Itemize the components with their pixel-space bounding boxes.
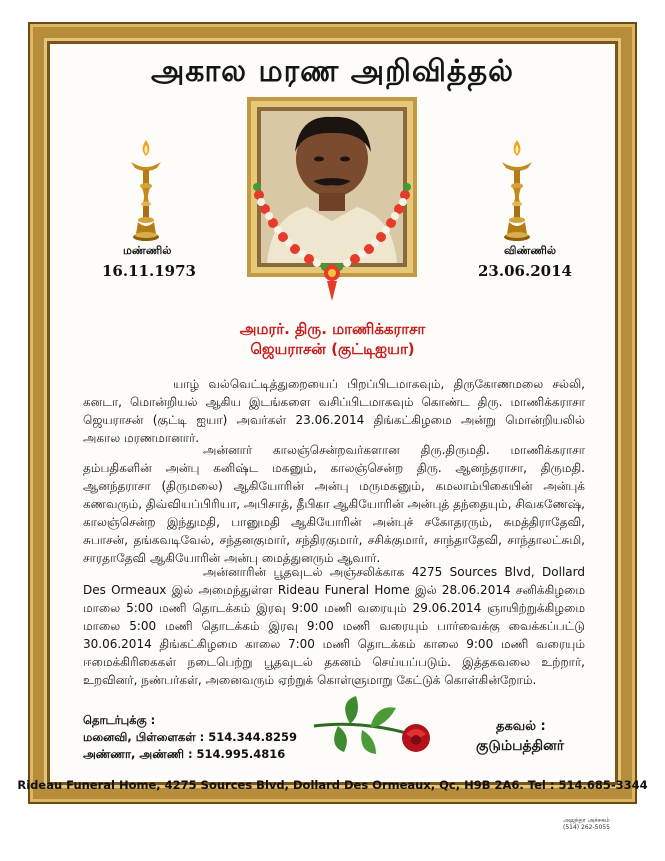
- notice-paragraph-3: அன்னாரின் பூதவுடல் அஞ்சலிக்காக 4275 Sources Blvd, Dollard Des Ormeaux இல் அமைந்துள்ள Rideau Funeral Home இல் 28.06.2014 சனிக்கிழமை மாலை 5:00 மணி தொடக்கம் இரவு 9:00 மணி வரையும் 29.06.2014 ஞாயிற்றுக்கிழமை மாலை 5:00 மணி தொடக்கம் இரவு 9:00 மணி வரையும் பார்வைக்கு வைக்கப்பட்டு 30.06.2014 திங்கட்கிழமை காலை 7:00 மணி தொடக்கம் காலை 9:00 மணி வரையும் ஈமைக்கிரிகைகள் நடைபெற்று பூதவுடல் தகனம் செய்யப்படும். இத்தகவலை உற்றார், உறவினர், நண்பர்கள், அனைவரும் ஏற்றுக் கொள்ளுமாறு கேட்டுக் கொள்கின்றோம்.: [83, 565, 585, 687]
- birth-label: மண்ணில்: [123, 244, 172, 257]
- info-label: தகவல் :: [496, 719, 546, 734]
- printer-name: அஜந்தா அச்சகம்: [563, 817, 610, 824]
- notice-paragraph-1: யாழ் வல்வெட்டித்துறையைப் பிறப்பிடமாகவும், திருகோணமலை சல்லி, கனடா, மொன்றியல் ஆகிய இடங்களை வசிப்பிடமாகவும் கொண்ட திரு. மாணிக்கராசா ஜெயராசன் (குட்டி ஐயா) அவர்கள் 23.06.2014 திங்கட்கிழமை அன்று மொன்றியலில் அகால மரணமானார்.: [83, 377, 585, 445]
- deceased-name-line2: ஜெயராசன் (குட்டிஐயா): [250, 340, 415, 358]
- info-value: குடும்பத்தினர்: [476, 738, 565, 754]
- oil-lamp-icon: [123, 138, 169, 248]
- printer-phone: (514) 262-5055: [563, 824, 610, 831]
- notice-paragraph-2: அன்னார் காலஞ்சென்றவர்களான திரு.திருமதி. மாணிக்கராசா தம்பதிகளின் அன்பு கனிஷ்ட மகனும், காலஞ்சென்ற திரு. ஆனந்தராசா, திருமதி. ஆனந்தராசா (திருமலை) ஆகியோரின் அன்பு மருமகனும், கமலாம்பிகையின் அன்புக் கணவரும், திவ்வியப்பிரியா, அபிசாத், தீபிகா ஆகியோரின் அன்புத் தந்தையும், சிவகணேஷ், காலஞ்சென்ற இந்துமதி, பானுமதி ஆகியோரின் அன்புச் சகோதரரும், சுமத்திராதேவி, சுபாசன், தங்கவடிவேல், சந்தனகுமார், சந்திரகுமார், சசிக்குமார், சாந்தாதேவி, சாந்தாலட்சுமி, சாரதாதேவி ஆகியோரின் அன்பு மைத்துனரும் ஆவார்.: [83, 443, 585, 565]
- portrait-photo: [247, 97, 417, 302]
- contact-heading: தொடர்புக்கு :: [83, 713, 156, 727]
- death-date: 23.06.2014: [478, 262, 572, 280]
- oil-lamp-icon: [494, 138, 540, 248]
- contact-line-siblings: அண்ணா, அண்ணி : 514.995.4816: [83, 747, 286, 761]
- rose-icon: [310, 690, 438, 766]
- funeral-home-footer: Rideau Funeral Home, 4275 Sources Blvd, Dollard Des Ormeaux, Qc, H9B 2A6. Tel : 514.685-3344: [17, 778, 648, 792]
- birth-date: 16.11.1973: [102, 262, 196, 280]
- contact-block: [83, 712, 297, 763]
- notice-title: அகால மரண அறிவித்தல்: [150, 54, 515, 89]
- death-label: விண்ணில்: [504, 244, 557, 257]
- contact-line-family: மனைவி, பிள்ளைகள் : 514.344.8259: [83, 730, 297, 744]
- printer-credit: [563, 817, 610, 831]
- deceased-name-line1: அமரர். திரு. மாணிக்கராசா: [239, 320, 426, 338]
